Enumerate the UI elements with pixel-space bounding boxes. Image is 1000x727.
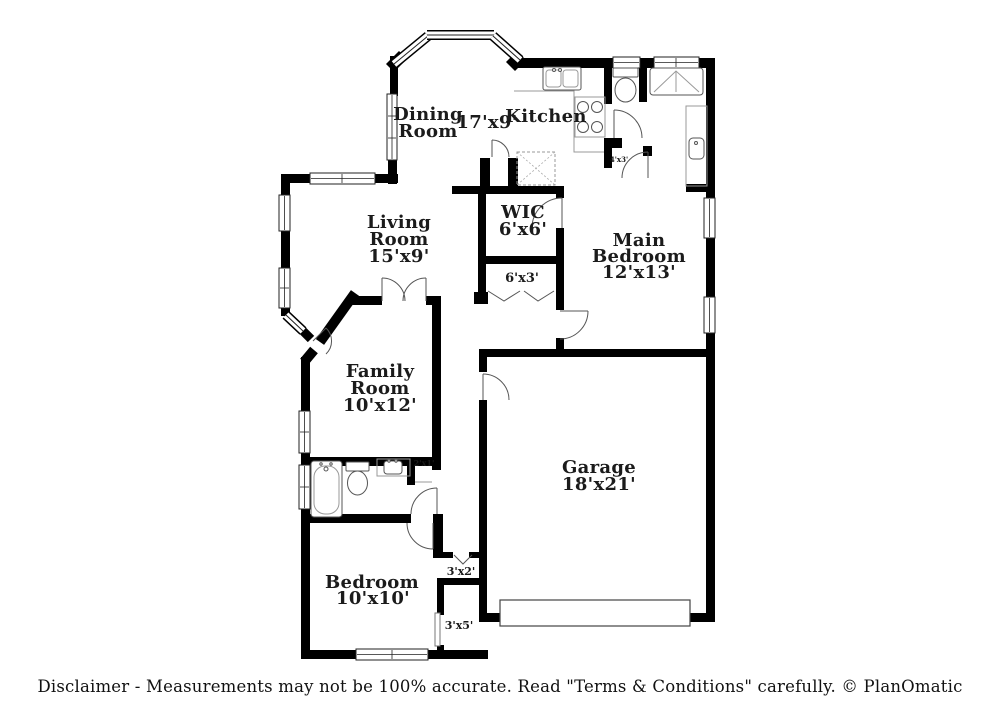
room-dims-main-bedroom: 12'x13' bbox=[602, 262, 676, 283]
closet-label-3x2: 3'x2' bbox=[446, 565, 476, 578]
room-dims-living: 15'x9' bbox=[368, 246, 430, 267]
room-dims-garage: 18'x21' bbox=[562, 474, 636, 495]
bay-window bbox=[394, 35, 520, 64]
room-label-living-line2: Room bbox=[369, 229, 429, 250]
main-bedroom-door bbox=[560, 311, 588, 339]
room-dims-dining: 17'x9' bbox=[456, 112, 518, 133]
room-label-kitchen: Kitchen bbox=[505, 106, 587, 127]
room-label-garage: Garage bbox=[561, 457, 637, 478]
room-label-dining-line2: Room bbox=[398, 121, 458, 142]
bathroom-door bbox=[411, 488, 437, 514]
bedroom-door bbox=[407, 523, 433, 549]
shower bbox=[650, 68, 703, 95]
room-label-wic: WIC bbox=[501, 202, 545, 223]
vanity-main-bath bbox=[686, 106, 707, 186]
bedroom-window bbox=[356, 649, 428, 660]
family-double-doors bbox=[382, 278, 426, 301]
room-label-main-bedroom-line1: Main bbox=[612, 230, 666, 251]
garage-door bbox=[500, 600, 690, 626]
garage-entry-door bbox=[483, 374, 509, 400]
room-dims-family: 10'x12' bbox=[343, 395, 417, 416]
toilet-main-bath bbox=[613, 68, 638, 102]
closet-label-3x5: 3'x5' bbox=[444, 619, 474, 632]
toilet-room-door bbox=[614, 110, 642, 138]
room-label-family-line2: Room bbox=[350, 378, 410, 399]
closet-label-6x3: 6'x3' bbox=[505, 271, 539, 286]
family-left-window bbox=[299, 411, 310, 453]
living-left-window-2 bbox=[279, 268, 290, 308]
main-bedroom-window-1 bbox=[704, 198, 715, 238]
room-dims-bedroom: 10'x10' bbox=[336, 588, 410, 609]
living-top-window bbox=[310, 173, 375, 184]
toilet-room-window bbox=[613, 57, 640, 68]
laundry-closet-door bbox=[492, 140, 509, 157]
disclaimer-text: Disclaimer - Measurements may not be 100% accurate. Read "Terms & Conditions" carefully. © PlanOmatic bbox=[37, 677, 963, 696]
closet-3x5-door bbox=[435, 613, 440, 646]
main-bedroom-window-2 bbox=[704, 297, 715, 333]
toilet-hall-bath bbox=[346, 462, 369, 495]
entry-corner-window bbox=[286, 315, 303, 331]
shower-window bbox=[654, 57, 699, 68]
room-label-living-line1: Living bbox=[366, 212, 432, 233]
room-label-dining-line1: Dining bbox=[393, 104, 463, 125]
bathtub bbox=[311, 461, 342, 517]
pantry bbox=[517, 152, 555, 185]
walls bbox=[281, 51, 715, 659]
room-label-family-line1: Family bbox=[345, 361, 415, 382]
hall-closet-bifold bbox=[488, 291, 554, 301]
closet-label-2x1: 2'x1' bbox=[413, 458, 435, 468]
bathroom-window bbox=[299, 465, 310, 509]
room-label-main-bedroom-line2: Bedroom bbox=[592, 246, 686, 267]
room-dims-wic: 6'x6' bbox=[498, 219, 548, 240]
room-label-bedroom: Bedroom bbox=[325, 572, 419, 593]
closet-label-4x3: 4'x3' bbox=[609, 155, 629, 164]
living-left-window-1 bbox=[279, 195, 290, 231]
kitchen-sink bbox=[543, 67, 581, 90]
